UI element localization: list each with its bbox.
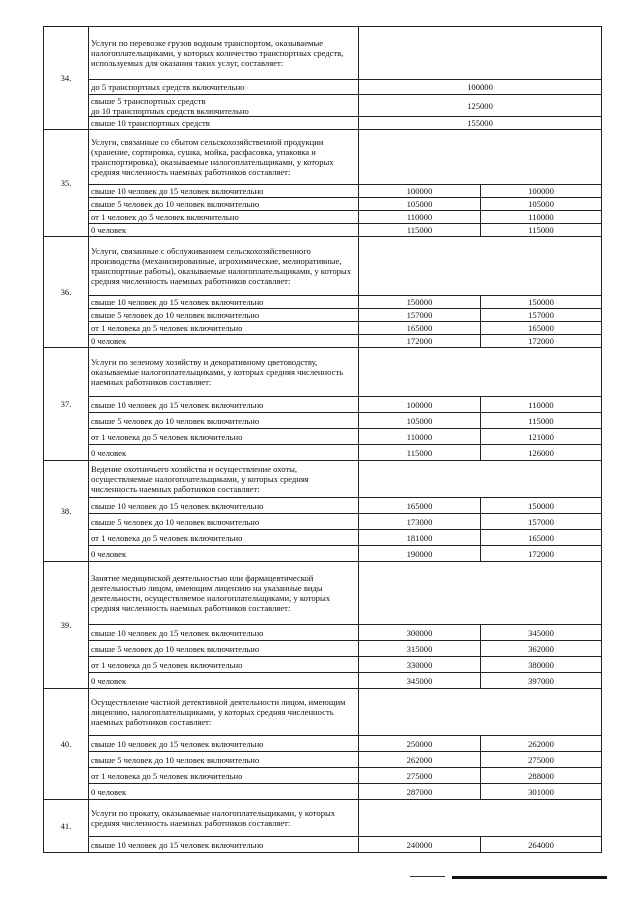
section-number: 40. — [44, 689, 89, 800]
section-title: Услуги по перевозке грузов водным транспортом, оказываемые налогоплательщиками, у которых количество транспортных средств, используемых для оказания таких услуг, составляет: — [89, 27, 359, 80]
tier-row — [44, 296, 602, 309]
tier-row — [44, 657, 602, 673]
section-empty-cell — [359, 130, 602, 185]
tier-label: свыше 10 человек до 15 человек включительно — [89, 498, 359, 514]
tier-value-2: 100000 — [481, 185, 602, 198]
tier-row — [44, 95, 602, 117]
tier-value: 125000 — [359, 95, 602, 117]
tier-value-1: 165000 — [359, 498, 481, 514]
tier-label: 0 человек — [89, 546, 359, 562]
section-header-row — [44, 348, 602, 397]
tier-value-1: 115000 — [359, 445, 481, 461]
section-empty-cell — [359, 237, 602, 296]
tier-value-2: 105000 — [481, 198, 602, 211]
tier-value-1: 275000 — [359, 768, 481, 784]
tier-value-2: 275000 — [481, 752, 602, 768]
section-title: Ведение охотничьего хозяйства и осуществление охоты, осуществляемые налогоплательщиками, у которых средняя численность наемных работников составляет: — [89, 461, 359, 498]
section-header-row — [44, 27, 602, 80]
tier-label: свыше 5 человек до 10 человек включительно — [89, 752, 359, 768]
tier-label: 0 человек — [89, 335, 359, 348]
section-number: 37. — [44, 348, 89, 461]
tier-row — [44, 768, 602, 784]
tier-row — [44, 198, 602, 211]
section-header-row — [44, 237, 602, 296]
tier-value: 155000 — [359, 117, 602, 130]
section-number: 39. — [44, 562, 89, 689]
tier-value-2: 288000 — [481, 768, 602, 784]
tier-value-1: 105000 — [359, 198, 481, 211]
tier-label: свыше 10 человек до 15 человек включительно — [89, 837, 359, 853]
tier-value-1: 173000 — [359, 514, 481, 530]
tier-value-2: 172000 — [481, 335, 602, 348]
section-empty-cell — [359, 348, 602, 397]
tier-label: 0 человек — [89, 445, 359, 461]
tier-value-2: 157000 — [481, 309, 602, 322]
tier-value-1: 100000 — [359, 397, 481, 413]
tier-value-2: 264000 — [481, 837, 602, 853]
tier-value-2: 380000 — [481, 657, 602, 673]
section-header-row — [44, 130, 602, 185]
tier-label: свыше 5 человек до 10 человек включительно — [89, 309, 359, 322]
tier-label: от 1 человека до 5 человек включительно — [89, 530, 359, 546]
services-table — [43, 26, 602, 853]
footer-line — [452, 876, 607, 879]
tier-value-1: 157000 — [359, 309, 481, 322]
tier-value-2: 301000 — [481, 784, 602, 800]
tier-label: свыше 10 человек до 15 человек включительно — [89, 185, 359, 198]
tier-value-1: 330000 — [359, 657, 481, 673]
tier-value-1: 240000 — [359, 837, 481, 853]
tier-label: 0 человек — [89, 224, 359, 237]
tier-value-1: 165000 — [359, 322, 481, 335]
tier-value-2: 262000 — [481, 736, 602, 752]
section-empty-cell — [359, 27, 602, 80]
tier-value-1: 300000 — [359, 625, 481, 641]
tier-value-1: 110000 — [359, 211, 481, 224]
tier-value-2: 126000 — [481, 445, 602, 461]
tier-row — [44, 211, 602, 224]
tier-value-1: 262000 — [359, 752, 481, 768]
tier-row — [44, 514, 602, 530]
tier-row — [44, 752, 602, 768]
section-header-row — [44, 461, 602, 498]
tier-label: от 1 человек до 5 человек включительно — [89, 211, 359, 224]
tier-row — [44, 80, 602, 95]
section-title: Услуги по зеленому хозяйству и декоративному цветоводству, оказываемые налогоплательщиками, у которых средняя численность наемных работников составляет: — [89, 348, 359, 397]
tier-value-2: 110000 — [481, 397, 602, 413]
tier-label: 0 человек — [89, 784, 359, 800]
tier-label: 0 человек — [89, 673, 359, 689]
section-number: 38. — [44, 461, 89, 562]
tier-value-1: 115000 — [359, 224, 481, 237]
tier-row — [44, 641, 602, 657]
section-header-row — [44, 689, 602, 736]
tier-value-2: 397000 — [481, 673, 602, 689]
section-title: Услуги, связанные со сбытом сельскохозяйственной продукции (хранение, сортировка, сушка, мойка, расфасовка, упаковка и транспортировка), оказываемые налогоплательщиками, у которых средняя численность наемных работников составляет: — [89, 130, 359, 185]
tier-row — [44, 335, 602, 348]
tier-row — [44, 673, 602, 689]
tier-label: свыше 10 человек до 15 человек включительно — [89, 296, 359, 309]
tier-value-2: 345000 — [481, 625, 602, 641]
tier-row — [44, 413, 602, 429]
tier-value-2: 150000 — [481, 498, 602, 514]
section-number: 36. — [44, 237, 89, 348]
tier-value-2: 115000 — [481, 413, 602, 429]
tier-value-1: 100000 — [359, 185, 481, 198]
tier-row — [44, 309, 602, 322]
tier-value-1: 345000 — [359, 673, 481, 689]
tier-value-2: 362000 — [481, 641, 602, 657]
tier-label: от 1 человека до 5 человек включительно — [89, 768, 359, 784]
tier-row — [44, 429, 602, 445]
tier-row — [44, 397, 602, 413]
tier-row — [44, 784, 602, 800]
tier-value-2: 150000 — [481, 296, 602, 309]
tier-value-1: 110000 — [359, 429, 481, 445]
tier-label: свыше 10 человек до 15 человек включительно — [89, 736, 359, 752]
tier-label: свыше 5 человек до 10 человек включительно — [89, 641, 359, 657]
tier-value-2: 172000 — [481, 546, 602, 562]
tier-value-1: 287000 — [359, 784, 481, 800]
tier-label: свыше 5 человек до 10 человек включительно — [89, 514, 359, 530]
tier-label: свыше 5 человек до 10 человек включительно — [89, 413, 359, 429]
tier-value-1: 105000 — [359, 413, 481, 429]
tier-row — [44, 117, 602, 130]
tier-value-2: 121000 — [481, 429, 602, 445]
tier-row — [44, 185, 602, 198]
tier-row — [44, 530, 602, 546]
section-empty-cell — [359, 689, 602, 736]
tier-row — [44, 546, 602, 562]
tier-value-1: 172000 — [359, 335, 481, 348]
section-title: Занятие медицинской деятельностью или фармацевтической деятельностью лицом, имеющим лицензию на указанные виды деятельности, осуществляемое налогоплательщиками, у которых средняя численность наемных работников составляет: — [89, 562, 359, 625]
section-title: Осуществление частной детективной деятельности лицом, имеющим лицензию, налогоплательщиками, у которых средняя численность наемных работников составляет: — [89, 689, 359, 736]
tier-value-1: 250000 — [359, 736, 481, 752]
tier-row — [44, 445, 602, 461]
tier-row — [44, 625, 602, 641]
tier-label: от 1 человека до 5 человек включительно — [89, 429, 359, 445]
tier-value-1: 150000 — [359, 296, 481, 309]
section-empty-cell — [359, 800, 602, 837]
tier-value-2: 115000 — [481, 224, 602, 237]
section-number: 34. — [44, 27, 89, 130]
tier-value-1: 181000 — [359, 530, 481, 546]
tier-label: свыше 10 человек до 15 человек включительно — [89, 397, 359, 413]
section-header-row — [44, 800, 602, 837]
section-title: Услуги по прокату, оказываемые налогоплательщиками, у которых средняя численность наемных работников составляет: — [89, 800, 359, 837]
section-title: Услуги, связанные с обслуживанием сельскохозяйственного производства (механизированные, агрохимические, мелиоративные, транспортные работы), оказываемые налогоплательщиками, у которых средняя численность наемных работников составляет: — [89, 237, 359, 296]
tier-row — [44, 736, 602, 752]
section-empty-cell — [359, 562, 602, 625]
tier-value-1: 315000 — [359, 641, 481, 657]
tier-row — [44, 837, 602, 853]
tier-row — [44, 322, 602, 335]
tier-label: свыше 5 человек до 10 человек включительно — [89, 198, 359, 211]
section-header-row — [44, 562, 602, 625]
tier-value-2: 165000 — [481, 322, 602, 335]
tier-row — [44, 498, 602, 514]
tier-value-2: 165000 — [481, 530, 602, 546]
tier-value: 100000 — [359, 80, 602, 95]
tier-label: свыше 5 транспортных средств до 10 транспортных средств включительно — [89, 95, 359, 117]
tier-label: от 1 человека до 5 человек включительно — [89, 322, 359, 335]
tier-value-1: 190000 — [359, 546, 481, 562]
section-empty-cell — [359, 461, 602, 498]
section-number: 35. — [44, 130, 89, 237]
tier-label: от 1 человека до 5 человек включительно — [89, 657, 359, 673]
tier-row — [44, 224, 602, 237]
tier-label: до 5 транспортных средств включительно — [89, 80, 359, 95]
tier-label: свыше 10 транспортных средств — [89, 117, 359, 130]
footer-dash — [410, 876, 445, 877]
tier-label: свыше 10 человек до 15 человек включительно — [89, 625, 359, 641]
tier-value-2: 157000 — [481, 514, 602, 530]
section-number: 41. — [44, 800, 89, 853]
tier-value-2: 110000 — [481, 211, 602, 224]
